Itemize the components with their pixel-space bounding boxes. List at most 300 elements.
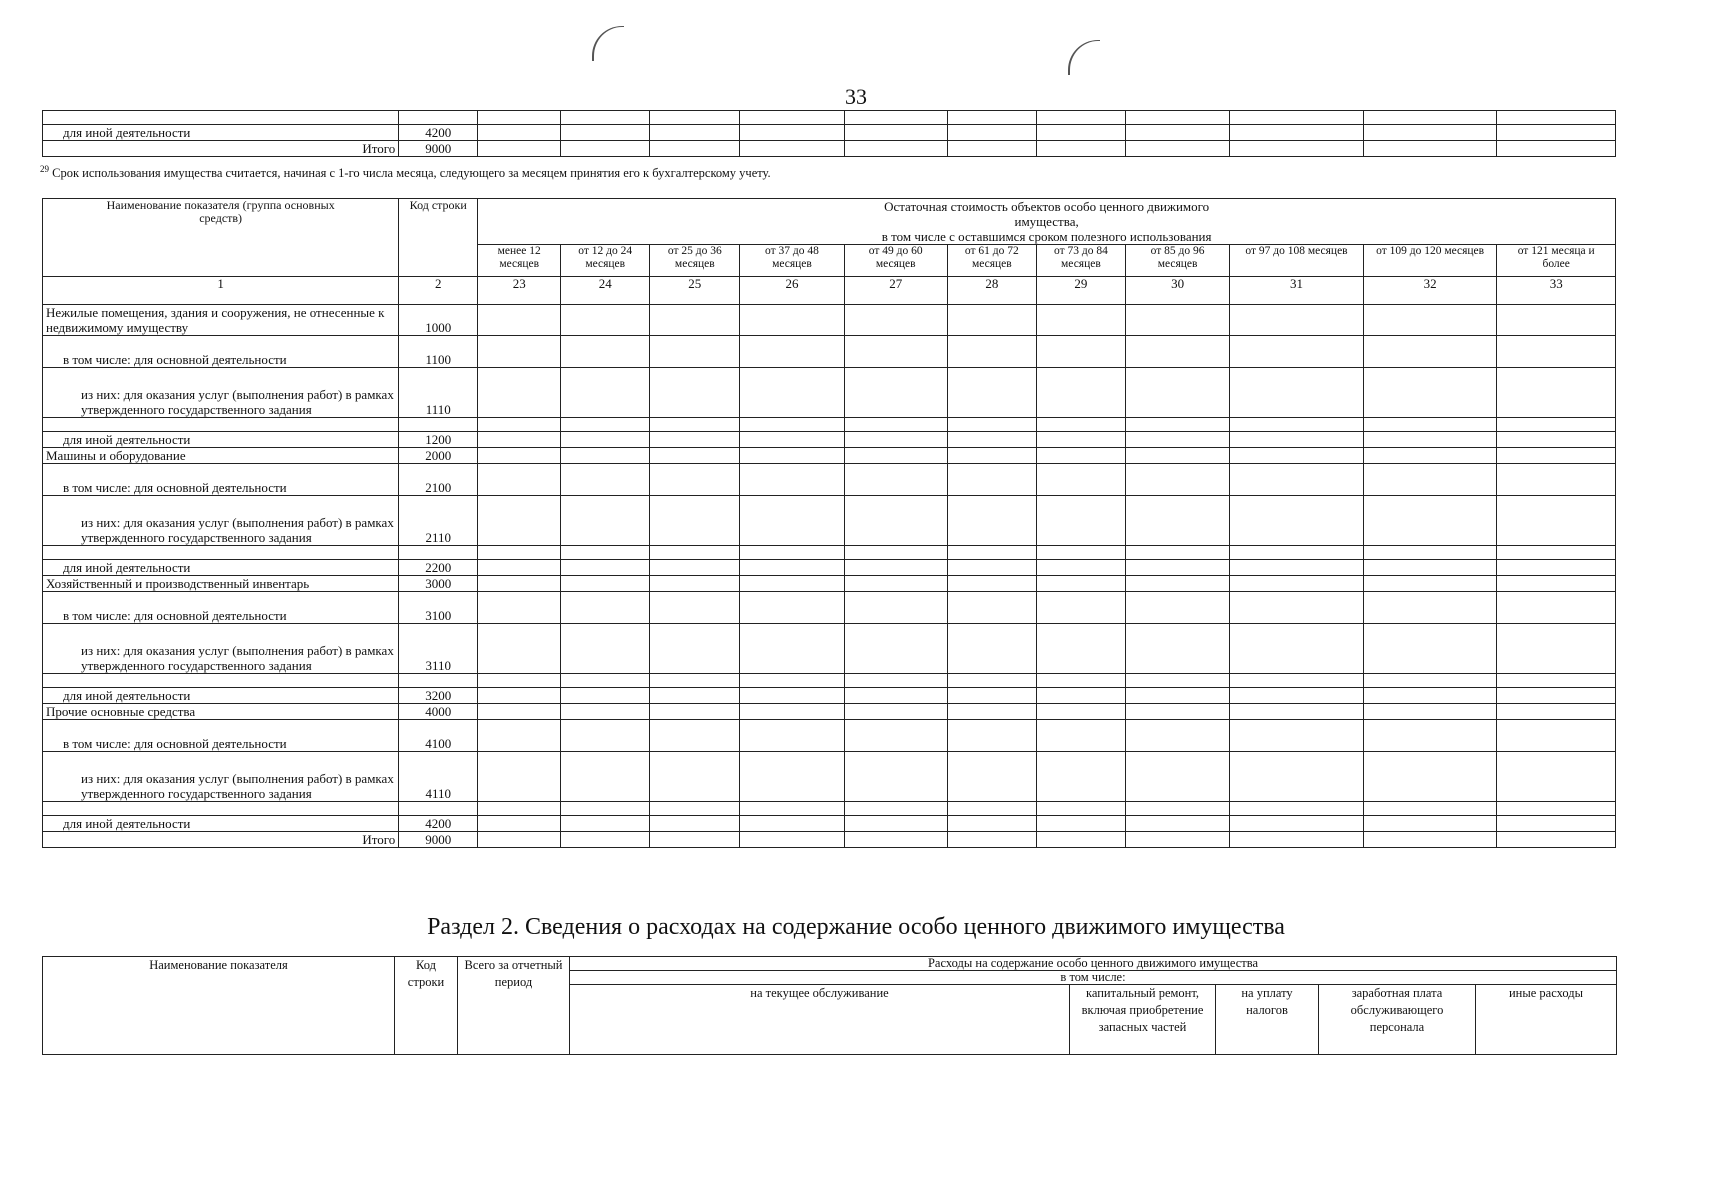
value-cell (740, 720, 844, 752)
value-cell (1230, 432, 1364, 448)
value-cell (478, 464, 561, 496)
value-cell (1125, 816, 1229, 832)
value-cell (740, 305, 844, 336)
value-cell (947, 448, 1036, 464)
value-cell (1230, 592, 1364, 624)
value-cell (650, 802, 740, 816)
value-cell (1497, 125, 1616, 141)
row-label: для иной деятельности (43, 816, 399, 832)
value-cell (947, 592, 1036, 624)
row-code: 2110 (399, 496, 478, 546)
value-cell (844, 802, 947, 816)
value-cell (844, 496, 947, 546)
row-label: для иной деятельности (43, 125, 399, 141)
value-cell (1363, 720, 1497, 752)
value-cell (1363, 432, 1497, 448)
value-cell (1036, 111, 1125, 125)
value-cell (947, 111, 1036, 125)
row-code: 4200 (399, 125, 478, 141)
row-code (399, 546, 478, 560)
value-cell (561, 368, 650, 418)
value-cell (1363, 674, 1497, 688)
value-cell (1497, 496, 1616, 546)
value-cell (1497, 576, 1616, 592)
value-cell (740, 546, 844, 560)
value-cell (1497, 464, 1616, 496)
column-number: 2 (399, 277, 478, 305)
value-cell (1497, 448, 1616, 464)
value-cell (1126, 141, 1230, 157)
top-table-row (43, 125, 1616, 141)
value-cell (947, 832, 1036, 848)
row-label (43, 546, 399, 560)
value-cell (947, 464, 1036, 496)
table-row (43, 305, 1616, 336)
value-cell (1230, 624, 1364, 674)
value-cell (740, 802, 844, 816)
value-cell (650, 832, 740, 848)
value-cell (844, 688, 947, 704)
value-cell (561, 418, 650, 432)
header-name-col: Наименование показателя (группа основных средств) (43, 199, 399, 277)
row-code: 4110 (399, 752, 478, 802)
value-cell (1125, 752, 1229, 802)
table-row (43, 336, 1616, 368)
s2-header-total: Всего за отчетный период (458, 957, 570, 1055)
value-cell (740, 336, 844, 368)
value-cell (1036, 432, 1125, 448)
table-row (43, 688, 1616, 704)
s2-header-group: Расходы на содержание особо ценного движимого имущества (570, 957, 1617, 971)
value-cell (740, 464, 844, 496)
row-code: 4100 (399, 720, 478, 752)
column-number: 27 (844, 277, 947, 305)
value-cell (478, 752, 561, 802)
value-cell (1125, 592, 1229, 624)
value-cell (561, 141, 650, 157)
header-group (478, 199, 1616, 245)
row-label: Итого (43, 832, 399, 848)
value-cell (1497, 141, 1616, 157)
value-cell (478, 816, 561, 832)
column-number: 26 (740, 277, 844, 305)
header-code-col: Код строки (399, 199, 478, 277)
value-cell (947, 125, 1036, 141)
period-header: от 37 до 48 месяцев (740, 245, 844, 277)
s2-col-other: иные расходы (1476, 985, 1617, 1055)
period-header: от 61 до 72 месяцев (947, 245, 1036, 277)
value-cell (650, 418, 740, 432)
value-cell (1363, 336, 1497, 368)
row-label: в том числе: для основной деятельности (43, 720, 399, 752)
row-code: 2000 (399, 448, 478, 464)
value-cell (650, 688, 740, 704)
value-cell (650, 368, 740, 418)
value-cell (844, 832, 947, 848)
top-table-row (43, 141, 1616, 157)
value-cell (1036, 305, 1125, 336)
value-cell (1497, 624, 1616, 674)
value-cell (1230, 688, 1364, 704)
value-cell (947, 674, 1036, 688)
value-cell (1363, 832, 1497, 848)
value-cell (1363, 704, 1497, 720)
value-cell (1363, 688, 1497, 704)
value-cell (1363, 111, 1497, 125)
value-cell (844, 576, 947, 592)
row-code: 3110 (399, 624, 478, 674)
value-cell (1363, 125, 1497, 141)
value-cell (1230, 418, 1364, 432)
column-number: 31 (1230, 277, 1364, 305)
value-cell (650, 624, 740, 674)
scan-mark-left (592, 26, 624, 61)
value-cell (947, 802, 1036, 816)
value-cell (478, 448, 561, 464)
row-label (43, 111, 399, 125)
value-cell (1230, 368, 1364, 418)
value-cell (561, 576, 650, 592)
value-cell (1230, 576, 1364, 592)
value-cell (561, 125, 650, 141)
value-cell (650, 125, 740, 141)
s2-header-incl: в том числе: (570, 971, 1617, 985)
column-number: 29 (1036, 277, 1125, 305)
value-cell (947, 418, 1036, 432)
value-cell (1230, 832, 1364, 848)
value-cell (650, 560, 740, 576)
value-cell (650, 704, 740, 720)
value-cell (1497, 368, 1616, 418)
value-cell (1036, 704, 1125, 720)
value-cell (1363, 752, 1497, 802)
value-cell (844, 560, 947, 576)
value-cell (650, 496, 740, 546)
period-header: от 49 до 60 месяцев (844, 245, 947, 277)
row-code: 9000 (399, 832, 478, 848)
value-cell (1363, 464, 1497, 496)
row-label: в том числе: для основной деятельности (43, 592, 399, 624)
value-cell (650, 464, 740, 496)
period-header: от 85 до 96 месяцев (1125, 245, 1229, 277)
value-cell (740, 125, 844, 141)
value-cell (1036, 816, 1125, 832)
value-cell (478, 432, 561, 448)
value-cell (740, 111, 844, 125)
value-cell (1125, 624, 1229, 674)
value-cell (1363, 496, 1497, 546)
row-code: 4200 (399, 816, 478, 832)
value-cell (1125, 418, 1229, 432)
column-number: 23 (478, 277, 561, 305)
value-cell (1230, 560, 1364, 576)
value-cell (844, 674, 947, 688)
value-cell (1497, 560, 1616, 576)
period-header: от 12 до 24 месяцев (561, 245, 650, 277)
row-label: в том числе: для основной деятельности (43, 464, 399, 496)
value-cell (1230, 464, 1364, 496)
section-2-title: Раздел 2. Сведения о расходах на содержание особо ценного движимого имущества (427, 914, 1285, 940)
value-cell (947, 336, 1036, 368)
value-cell (561, 624, 650, 674)
value-cell (1497, 674, 1616, 688)
value-cell (740, 141, 844, 157)
table-row (43, 816, 1616, 832)
period-header: от 97 до 108 месяцев (1230, 245, 1364, 277)
table-row (43, 418, 1616, 432)
value-cell (1230, 802, 1364, 816)
row-label: Прочие основные средства (43, 704, 399, 720)
row-code: 2100 (399, 464, 478, 496)
row-label: Машины и оборудование (43, 448, 399, 464)
value-cell (844, 125, 947, 141)
value-cell (1036, 624, 1125, 674)
table-row (43, 624, 1616, 674)
value-cell (1125, 448, 1229, 464)
column-number: 24 (561, 277, 650, 305)
row-code: 1200 (399, 432, 478, 448)
value-cell (1036, 592, 1125, 624)
value-cell (1125, 674, 1229, 688)
value-cell (844, 111, 947, 125)
value-cell (1126, 125, 1230, 141)
table-row (43, 704, 1616, 720)
table-row (43, 674, 1616, 688)
value-cell (1230, 305, 1364, 336)
value-cell (478, 802, 561, 816)
top-continuation-table (42, 110, 1616, 157)
value-cell (1497, 592, 1616, 624)
value-cell (740, 418, 844, 432)
s2-col-salary: заработная плата обслуживающего персонала (1319, 985, 1476, 1055)
period-header: менее 12 месяцев (478, 245, 561, 277)
value-cell (947, 688, 1036, 704)
value-cell (1036, 674, 1125, 688)
value-cell (650, 336, 740, 368)
value-cell (947, 141, 1036, 157)
value-cell (844, 720, 947, 752)
value-cell (1497, 752, 1616, 802)
header-group-subtitle: в том числе с оставшимся сроком полезного использования (881, 229, 1212, 244)
column-number: 32 (1363, 277, 1497, 305)
value-cell (561, 464, 650, 496)
value-cell (740, 592, 844, 624)
header-group-title: Остаточная стоимость объектов особо ценного движимого имущества, (884, 199, 1210, 229)
residual-value-table (42, 198, 1616, 848)
value-cell (1363, 802, 1497, 816)
value-cell (1230, 674, 1364, 688)
value-cell (478, 111, 561, 125)
period-header: от 73 до 84 месяцев (1036, 245, 1125, 277)
value-cell (650, 546, 740, 560)
value-cell (1230, 752, 1364, 802)
value-cell (1125, 688, 1229, 704)
value-cell (561, 336, 650, 368)
row-label: Хозяйственный и производственный инвентарь (43, 576, 399, 592)
value-cell (844, 418, 947, 432)
value-cell (561, 546, 650, 560)
row-label: из них: для оказания услуг (выполнения работ) в рамках утвержденного государственного задания (43, 368, 399, 418)
row-code: 1110 (399, 368, 478, 418)
column-number: 33 (1497, 277, 1616, 305)
value-cell (561, 496, 650, 546)
value-cell (1036, 141, 1125, 157)
value-cell (844, 368, 947, 418)
value-cell (1036, 464, 1125, 496)
value-cell (1125, 432, 1229, 448)
column-number: 30 (1125, 277, 1229, 305)
value-cell (1497, 418, 1616, 432)
table-row (43, 546, 1616, 560)
row-code: 1100 (399, 336, 478, 368)
value-cell (844, 546, 947, 560)
row-code: 9000 (399, 141, 478, 157)
row-label: для иной деятельности (43, 688, 399, 704)
value-cell (561, 432, 650, 448)
page-number: 33 (845, 84, 867, 109)
value-cell (1036, 448, 1125, 464)
row-label: в том числе: для основной деятельности (43, 336, 399, 368)
value-cell (1125, 546, 1229, 560)
period-header: от 109 до 120 месяцев (1363, 245, 1497, 277)
value-cell (1230, 704, 1364, 720)
value-cell (478, 592, 561, 624)
value-cell (1036, 418, 1125, 432)
value-cell (1230, 141, 1364, 157)
value-cell (1363, 418, 1497, 432)
row-label (43, 418, 399, 432)
value-cell (478, 674, 561, 688)
value-cell (478, 546, 561, 560)
row-code (399, 418, 478, 432)
value-cell (844, 704, 947, 720)
value-cell (650, 674, 740, 688)
value-cell (1125, 704, 1229, 720)
value-cell (1363, 624, 1497, 674)
value-cell (1125, 560, 1229, 576)
value-cell (561, 305, 650, 336)
value-cell (844, 141, 947, 157)
row-code: 2200 (399, 560, 478, 576)
value-cell (478, 125, 561, 141)
value-cell (650, 576, 740, 592)
value-cell (1036, 546, 1125, 560)
value-cell (478, 418, 561, 432)
value-cell (740, 560, 844, 576)
value-cell (1230, 111, 1364, 125)
value-cell (1036, 576, 1125, 592)
value-cell (1363, 141, 1497, 157)
table-row (43, 802, 1616, 816)
table-row (43, 560, 1616, 576)
s2-col-capital-repair: капитальный ремонт, включая приобретение запасных частей (1070, 985, 1216, 1055)
s2-col-current-maintenance: на текущее обслуживание (570, 985, 1070, 1055)
value-cell (1230, 496, 1364, 546)
value-cell (1230, 336, 1364, 368)
value-cell (947, 305, 1036, 336)
value-cell (1036, 720, 1125, 752)
value-cell (844, 448, 947, 464)
value-cell (478, 720, 561, 752)
value-cell (947, 816, 1036, 832)
table-row (43, 448, 1616, 464)
row-label: для иной деятельности (43, 560, 399, 576)
value-cell (740, 368, 844, 418)
value-cell (947, 720, 1036, 752)
value-cell (740, 674, 844, 688)
value-cell (1036, 336, 1125, 368)
s2-header-code: Код строки (395, 957, 458, 1055)
value-cell (561, 560, 650, 576)
value-cell (1497, 432, 1616, 448)
value-cell (740, 496, 844, 546)
value-cell (1363, 816, 1497, 832)
row-label: Нежилые помещения, здания и сооружения, не отнесенные к недвижимому имуществу (43, 305, 399, 336)
value-cell (478, 141, 561, 157)
value-cell (561, 816, 650, 832)
value-cell (478, 688, 561, 704)
table-row (43, 592, 1616, 624)
value-cell (947, 496, 1036, 546)
value-cell (1363, 546, 1497, 560)
table-row (43, 752, 1616, 802)
value-cell (1126, 111, 1230, 125)
value-cell (1497, 704, 1616, 720)
table-row (43, 432, 1616, 448)
table-row (43, 368, 1616, 418)
value-cell (740, 752, 844, 802)
value-cell (478, 560, 561, 576)
value-cell (947, 368, 1036, 418)
value-cell (650, 305, 740, 336)
row-label: из них: для оказания услуг (выполнения работ) в рамках утвержденного государственного задания (43, 752, 399, 802)
value-cell (561, 752, 650, 802)
value-cell (561, 704, 650, 720)
value-cell (740, 432, 844, 448)
value-cell (1497, 720, 1616, 752)
row-label (43, 674, 399, 688)
row-code: 4000 (399, 704, 478, 720)
row-code: 1000 (399, 305, 478, 336)
s2-header-name: Наименование показателя (43, 957, 395, 1055)
value-cell (947, 560, 1036, 576)
row-label: из них: для оказания услуг (выполнения работ) в рамках утвержденного государственного задания (43, 496, 399, 546)
value-cell (1125, 802, 1229, 816)
value-cell (1230, 816, 1364, 832)
value-cell (1036, 560, 1125, 576)
value-cell (1497, 802, 1616, 816)
value-cell (1036, 752, 1125, 802)
value-cell (561, 802, 650, 816)
value-cell (478, 704, 561, 720)
column-number: 28 (947, 277, 1036, 305)
value-cell (740, 624, 844, 674)
period-header: от 121 месяца и более (1497, 245, 1616, 277)
value-cell (844, 432, 947, 448)
footnote (40, 164, 771, 181)
value-cell (1125, 576, 1229, 592)
value-cell (650, 720, 740, 752)
value-cell (561, 448, 650, 464)
row-code (399, 111, 478, 125)
table-row (43, 832, 1616, 848)
column-number: 25 (650, 277, 740, 305)
value-cell (1497, 546, 1616, 560)
section-2-table (42, 956, 1617, 1055)
value-cell (947, 704, 1036, 720)
value-cell (1125, 496, 1229, 546)
value-cell (650, 752, 740, 802)
